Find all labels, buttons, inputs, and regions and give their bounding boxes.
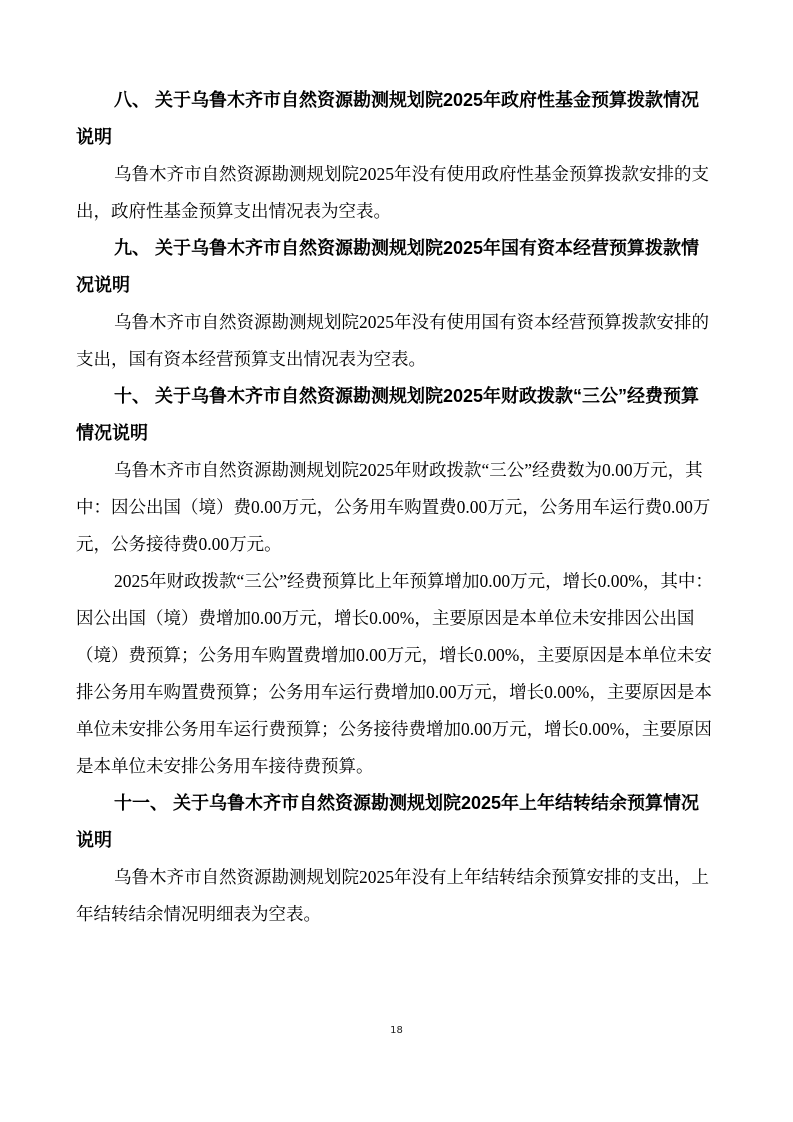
- section-paragraph-10-1: 乌鲁木齐市自然资源勘测规划院2025年财政拨款“三公”经费数为0.00万元，其中：因公出国（境）费0.00万元，公务用车购置费0.00万元，公务用车运行费0.00万元，公务接待费0.00万元。: [76, 460, 711, 554]
- section-paragraph-9-1: 乌鲁木齐市自然资源勘测规划院2025年没有使用国有资本经营预算拨款安排的支出，国有资本经营预算支出情况表为空表。: [76, 312, 709, 369]
- section-heading-9: 九、 关于乌鲁木齐市自然资源勘测规划院2025年国有资本经营预算拨款情况说明: [76, 238, 700, 295]
- section-paragraph-8-1: 乌鲁木齐市自然资源勘测规划院2025年没有使用政府性基金预算拨款安排的支出，政府性基金预算支出情况表为空表。: [76, 164, 709, 221]
- section-paragraph-10-2: 2025年财政拨款“三公”经费预算比上年预算增加0.00万元，增长0.00%，其中：因公出国（境）费增加0.00万元，增长0.00%，主要原因是本单位未安排因公出国（境）费预算；公务用车购置费增加0.00万元，增长0.00%，主要原因是本单位未安排公务用车购置费预算；公务用车运行费增加0.00万元，增长0.00%，主要原因是本单位未安排公务用车运行费预算；公务接待费增加0.00万元，增长0.00%，主要原因是本单位未安排公务用车接待费预算。: [76, 571, 713, 776]
- document-body: [76, 82, 716, 933]
- section-heading-11: 十一、 关于乌鲁木齐市自然资源勘测规划院2025年上年结转结余预算情况说明: [76, 793, 700, 850]
- section-heading-8: 八、 关于乌鲁木齐市自然资源勘测规划院2025年政府性基金预算拨款情况说明: [76, 90, 700, 147]
- section-heading-10: 十、 关于乌鲁木齐市自然资源勘测规划院2025年财政拨款“三公”经费预算情况说明: [76, 386, 700, 443]
- page-number: 18: [390, 1025, 403, 1036]
- section-paragraph-11-1: 乌鲁木齐市自然资源勘测规划院2025年没有上年结转结余预算安排的支出，上年结转结余情况明细表为空表。: [76, 867, 709, 924]
